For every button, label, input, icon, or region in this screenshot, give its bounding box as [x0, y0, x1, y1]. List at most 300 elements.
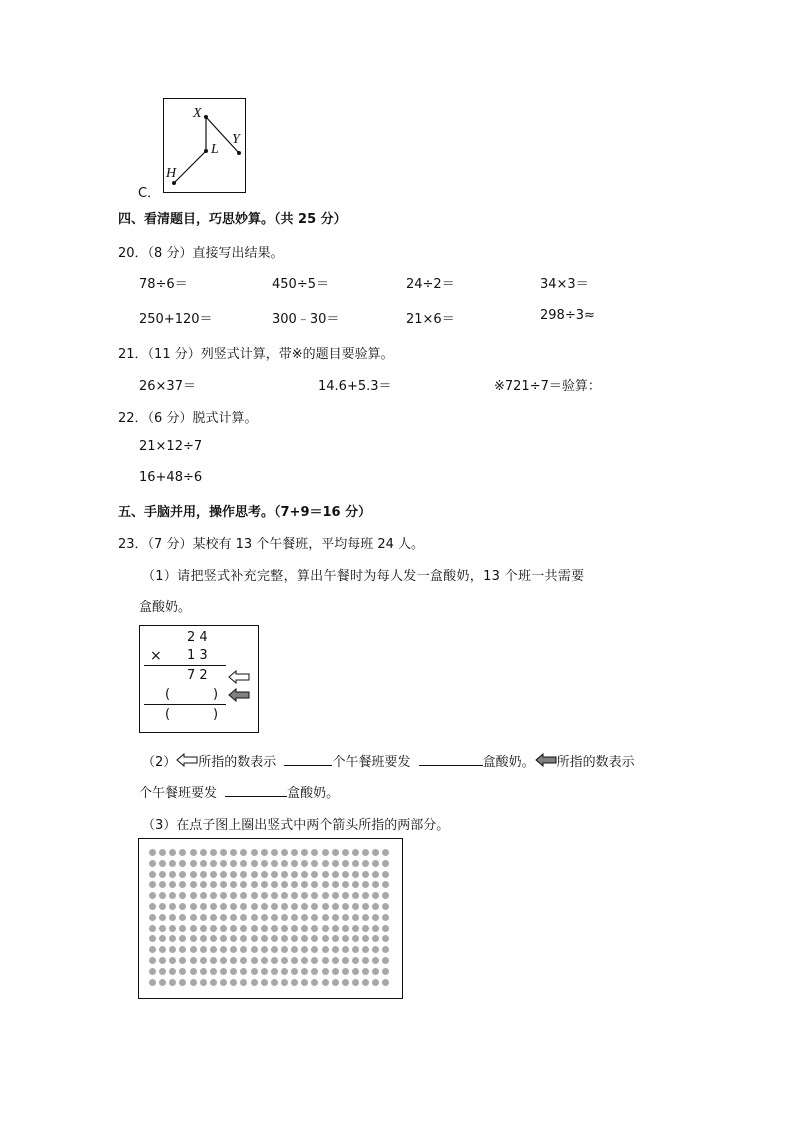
dot: [271, 871, 278, 878]
dot: [200, 914, 207, 921]
dot: [352, 849, 359, 856]
calc-row-partial-open: (: [165, 687, 171, 702]
point-y-label: Y: [232, 132, 240, 147]
dot: [240, 935, 247, 942]
dot: [169, 849, 176, 856]
dot: [159, 860, 166, 867]
q23-part2-text-a: 所指的数表示: [198, 755, 277, 770]
dot: [342, 946, 349, 953]
calc-times-sign: ×: [150, 648, 162, 664]
q23-title: 23．（7 分）某校有 13 个午餐班，平均每班 24 人。: [118, 537, 425, 552]
dot: [169, 979, 176, 986]
dot: [200, 871, 207, 878]
dot: [179, 903, 186, 910]
dot: [271, 946, 278, 953]
dot: [149, 935, 156, 942]
dot: [169, 903, 176, 910]
dot: [200, 881, 207, 888]
dot: [149, 892, 156, 899]
dot: [159, 914, 166, 921]
dot: [190, 871, 197, 878]
point-x-label: X: [193, 106, 202, 121]
dot: [291, 860, 298, 867]
dot: [159, 968, 166, 975]
dot: [200, 935, 207, 942]
dot: [291, 957, 298, 964]
dot: [240, 903, 247, 910]
dot: [149, 849, 156, 856]
dot: [261, 925, 268, 932]
calc-row-partial-blank[interactable]: [172, 687, 212, 701]
q20-item: 298÷3≈: [540, 308, 595, 323]
dot: [301, 914, 308, 921]
dot-grid-box[interactable]: [138, 838, 403, 999]
dot: [169, 946, 176, 953]
section-5-heading: 五、手脑并用，操作思考。（7+9＝16 分）: [118, 505, 372, 520]
dot: [382, 968, 389, 975]
dot: [169, 935, 176, 942]
dot: [149, 968, 156, 975]
dot: [322, 935, 329, 942]
dot: [382, 903, 389, 910]
dot: [240, 849, 247, 856]
dot: [251, 881, 258, 888]
q23-part2-text-d: 所指的数表示: [556, 755, 635, 770]
dot: [230, 946, 237, 953]
dot: [301, 903, 308, 910]
dot: [179, 881, 186, 888]
dot: [372, 968, 379, 975]
dot: [220, 957, 227, 964]
dot: [251, 968, 258, 975]
dot: [332, 903, 339, 910]
point-h-label: H: [166, 166, 177, 181]
dot: [271, 881, 278, 888]
dot: [291, 871, 298, 878]
dot: [342, 871, 349, 878]
dot: [372, 946, 379, 953]
dot: [210, 925, 217, 932]
dot: [362, 935, 369, 942]
dot: [210, 892, 217, 899]
dot: [240, 957, 247, 964]
dot: [372, 903, 379, 910]
dot: [342, 968, 349, 975]
calc-row-partial-72: 7 2: [187, 668, 208, 683]
dot: [352, 914, 359, 921]
dot: [230, 925, 237, 932]
dot: [251, 860, 258, 867]
option-c-label: C．: [138, 186, 161, 201]
dot: [352, 979, 359, 986]
calc-row-total-open: (: [165, 707, 171, 722]
q22-item: 21×12÷7: [139, 439, 203, 454]
q23-part2-line2-text-a: 个午餐班要发: [139, 786, 218, 801]
dot: [281, 860, 288, 867]
q23-part2-line2: [139, 782, 339, 801]
dot: [291, 979, 298, 986]
q21-title: 21．（11 分）列竖式计算，带※的题目要验算。: [118, 347, 394, 362]
dot: [251, 871, 258, 878]
dot: [251, 849, 258, 856]
dot: [240, 925, 247, 932]
dot: [281, 881, 288, 888]
dot: [311, 979, 318, 986]
dot: [322, 914, 329, 921]
dot: [281, 892, 288, 899]
dot: [240, 979, 247, 986]
dot: [200, 968, 207, 975]
dot: [200, 979, 207, 986]
q21-item: 14.6+5.3＝: [318, 379, 392, 394]
dot: [190, 946, 197, 953]
dot: [220, 946, 227, 953]
dot: [382, 871, 389, 878]
dot: [179, 957, 186, 964]
dot: [220, 914, 227, 921]
dot: [352, 946, 359, 953]
dot: [220, 860, 227, 867]
dot: [271, 979, 278, 986]
dot: [190, 935, 197, 942]
dot: [332, 892, 339, 899]
dot: [159, 946, 166, 953]
dot: [159, 979, 166, 986]
dot: [382, 946, 389, 953]
dot: [281, 935, 288, 942]
q21-item: ※721÷7＝验算：: [494, 379, 601, 394]
dot: [220, 935, 227, 942]
dot: [149, 979, 156, 986]
dot: [220, 849, 227, 856]
q20-item: 300﹣30＝: [272, 312, 340, 327]
dot: [159, 892, 166, 899]
dot: [159, 903, 166, 910]
dot: [169, 925, 176, 932]
dot: [190, 957, 197, 964]
dot: [190, 968, 197, 975]
dot: [301, 957, 308, 964]
answer-blank-classes[interactable]: [284, 753, 332, 766]
dot: [240, 892, 247, 899]
dot: [322, 946, 329, 953]
dot: [210, 979, 217, 986]
dot: [149, 860, 156, 867]
dot: [261, 914, 268, 921]
q20-item: 21×6＝: [406, 312, 455, 327]
dot: [311, 860, 318, 867]
dot: [332, 871, 339, 878]
dot: [322, 979, 329, 986]
dot: [291, 946, 298, 953]
q20-item: 24÷2＝: [406, 277, 455, 292]
answer-blank-boxes[interactable]: [419, 753, 483, 766]
dot: [261, 935, 268, 942]
calc-row-partial-close: ): [213, 687, 219, 702]
dot: [271, 935, 278, 942]
dot: [230, 860, 237, 867]
dot: [159, 957, 166, 964]
dot: [210, 881, 217, 888]
dot: [200, 925, 207, 932]
dot: [332, 957, 339, 964]
dot: [220, 968, 227, 975]
dot: [311, 925, 318, 932]
dot: [362, 979, 369, 986]
dot: [210, 968, 217, 975]
dot: [372, 979, 379, 986]
dot: [372, 892, 379, 899]
dot: [281, 914, 288, 921]
dot: [311, 903, 318, 910]
dot: [342, 935, 349, 942]
dot: [271, 892, 278, 899]
dot: [281, 925, 288, 932]
dot: [190, 849, 197, 856]
dot: [169, 892, 176, 899]
dot: [190, 860, 197, 867]
q23-part2-line1: [142, 751, 635, 770]
dot: [210, 957, 217, 964]
dot: [281, 946, 288, 953]
dot: [251, 935, 258, 942]
dot: [322, 860, 329, 867]
dot: [261, 979, 268, 986]
dot: [301, 925, 308, 932]
dot: [240, 871, 247, 878]
dot: [220, 903, 227, 910]
dot: [372, 925, 379, 932]
dot: [179, 860, 186, 867]
dot: [291, 914, 298, 921]
dot: [362, 892, 369, 899]
dot: [281, 957, 288, 964]
dot: [159, 925, 166, 932]
dot: [372, 957, 379, 964]
geometry-figure: [163, 98, 246, 193]
dot: [271, 914, 278, 921]
q23-part3: （3）在点子图上圈出竖式中两个箭头所指的两部分。: [142, 818, 450, 833]
q23-part2-text-b: 个午餐班要发: [332, 755, 411, 770]
dot: [311, 871, 318, 878]
dot: [200, 903, 207, 910]
answer-blank-boxes-2[interactable]: [225, 784, 287, 797]
q20-title: 20．（8 分）直接写出结果。: [118, 246, 284, 261]
dot: [210, 871, 217, 878]
dot: [149, 914, 156, 921]
dot: [342, 979, 349, 986]
dot: [190, 903, 197, 910]
dot: [362, 968, 369, 975]
dot: [251, 946, 258, 953]
dot: [210, 860, 217, 867]
dot: [301, 968, 308, 975]
dot: [251, 957, 258, 964]
dot: [200, 957, 207, 964]
dot: [362, 849, 369, 856]
dot: [342, 914, 349, 921]
dot: [382, 881, 389, 888]
q21-item: 26×37＝: [139, 379, 196, 394]
q22-item: 16+48÷6: [139, 470, 203, 485]
dot: [149, 957, 156, 964]
dot: [382, 892, 389, 899]
dot: [200, 849, 207, 856]
dot: [342, 925, 349, 932]
dot: [372, 849, 379, 856]
dot: [322, 849, 329, 856]
dot: [311, 957, 318, 964]
dot: [372, 860, 379, 867]
dot: [342, 903, 349, 910]
dot: [362, 957, 369, 964]
dot: [362, 914, 369, 921]
point-l-label: L: [211, 142, 219, 157]
dot: [311, 892, 318, 899]
dot: [220, 871, 227, 878]
dot: [301, 892, 308, 899]
dot: [230, 914, 237, 921]
dot: [322, 925, 329, 932]
dot: [230, 892, 237, 899]
dot: [271, 860, 278, 867]
dot: [362, 871, 369, 878]
dot: [342, 860, 349, 867]
dot: [169, 968, 176, 975]
dot: [169, 881, 176, 888]
dot: [179, 914, 186, 921]
dot: [311, 849, 318, 856]
dot: [169, 871, 176, 878]
dot: [311, 881, 318, 888]
dot: [281, 849, 288, 856]
dot: [281, 968, 288, 975]
dot: [271, 903, 278, 910]
dot: [261, 946, 268, 953]
dot: [322, 903, 329, 910]
dot: [261, 849, 268, 856]
dot: [352, 903, 359, 910]
dot: [230, 935, 237, 942]
dot: [169, 957, 176, 964]
dot: [169, 860, 176, 867]
dot: [159, 849, 166, 856]
dot: [251, 903, 258, 910]
dot: [190, 892, 197, 899]
dot: [149, 903, 156, 910]
dot: [342, 957, 349, 964]
dot: [301, 881, 308, 888]
calc-row-multiplier: 1 3: [187, 648, 208, 663]
filled-arrow-icon: [535, 753, 557, 767]
dot: [382, 979, 389, 986]
dot: [220, 881, 227, 888]
dot: [179, 849, 186, 856]
dot: [332, 968, 339, 975]
dot: [352, 881, 359, 888]
dot: [210, 935, 217, 942]
dot: [332, 946, 339, 953]
dot: [291, 925, 298, 932]
dot: [261, 903, 268, 910]
q22-title: 22．（6 分）脱式计算。: [118, 411, 258, 426]
dot: [261, 881, 268, 888]
dot: [200, 892, 207, 899]
dot: [149, 871, 156, 878]
dot: [261, 968, 268, 975]
dot: [352, 925, 359, 932]
dot: [332, 935, 339, 942]
dot: [240, 881, 247, 888]
q20-item: 450÷5＝: [272, 277, 329, 292]
dot: [210, 903, 217, 910]
calc-rule: [144, 704, 226, 705]
calc-row-multiplicand: 2 4: [187, 630, 208, 645]
dot: [159, 935, 166, 942]
vertical-calculation-box: [139, 625, 259, 733]
filled-arrow-icon: [228, 688, 250, 702]
dot: [322, 957, 329, 964]
dot: [271, 849, 278, 856]
dot: [382, 957, 389, 964]
dot: [311, 968, 318, 975]
dot: [372, 914, 379, 921]
dot: [190, 979, 197, 986]
dot: [362, 925, 369, 932]
dot: [301, 871, 308, 878]
dot: [251, 979, 258, 986]
dot: [332, 979, 339, 986]
dot: [271, 968, 278, 975]
dot: [240, 914, 247, 921]
dot: [230, 968, 237, 975]
calc-row-total-blank[interactable]: [172, 707, 212, 721]
dot: [220, 892, 227, 899]
q23-part1-line2: 盒酸奶。: [139, 600, 192, 615]
dot: [281, 903, 288, 910]
dot: [311, 946, 318, 953]
q23-part2-prefix: （2）: [142, 755, 177, 770]
dot: [149, 925, 156, 932]
dot: [291, 849, 298, 856]
dot: [220, 979, 227, 986]
dot: [382, 914, 389, 921]
dot: [271, 957, 278, 964]
dot: [179, 979, 186, 986]
dot: [210, 914, 217, 921]
dot: [301, 979, 308, 986]
dot: [322, 881, 329, 888]
hollow-arrow-icon: [176, 753, 198, 767]
dot: [179, 871, 186, 878]
dot: [352, 957, 359, 964]
dot: [190, 881, 197, 888]
dot: [382, 935, 389, 942]
dot: [230, 903, 237, 910]
dot: [149, 946, 156, 953]
dot: [251, 892, 258, 899]
dot: [179, 968, 186, 975]
q20-item: 250+120＝: [139, 312, 213, 327]
dot: [200, 860, 207, 867]
dot: [230, 979, 237, 986]
dot: [291, 968, 298, 975]
dot: [332, 881, 339, 888]
q23-part2-text-c: 盒酸奶。: [482, 755, 535, 770]
dot: [362, 903, 369, 910]
dot: [159, 871, 166, 878]
dot: [190, 925, 197, 932]
